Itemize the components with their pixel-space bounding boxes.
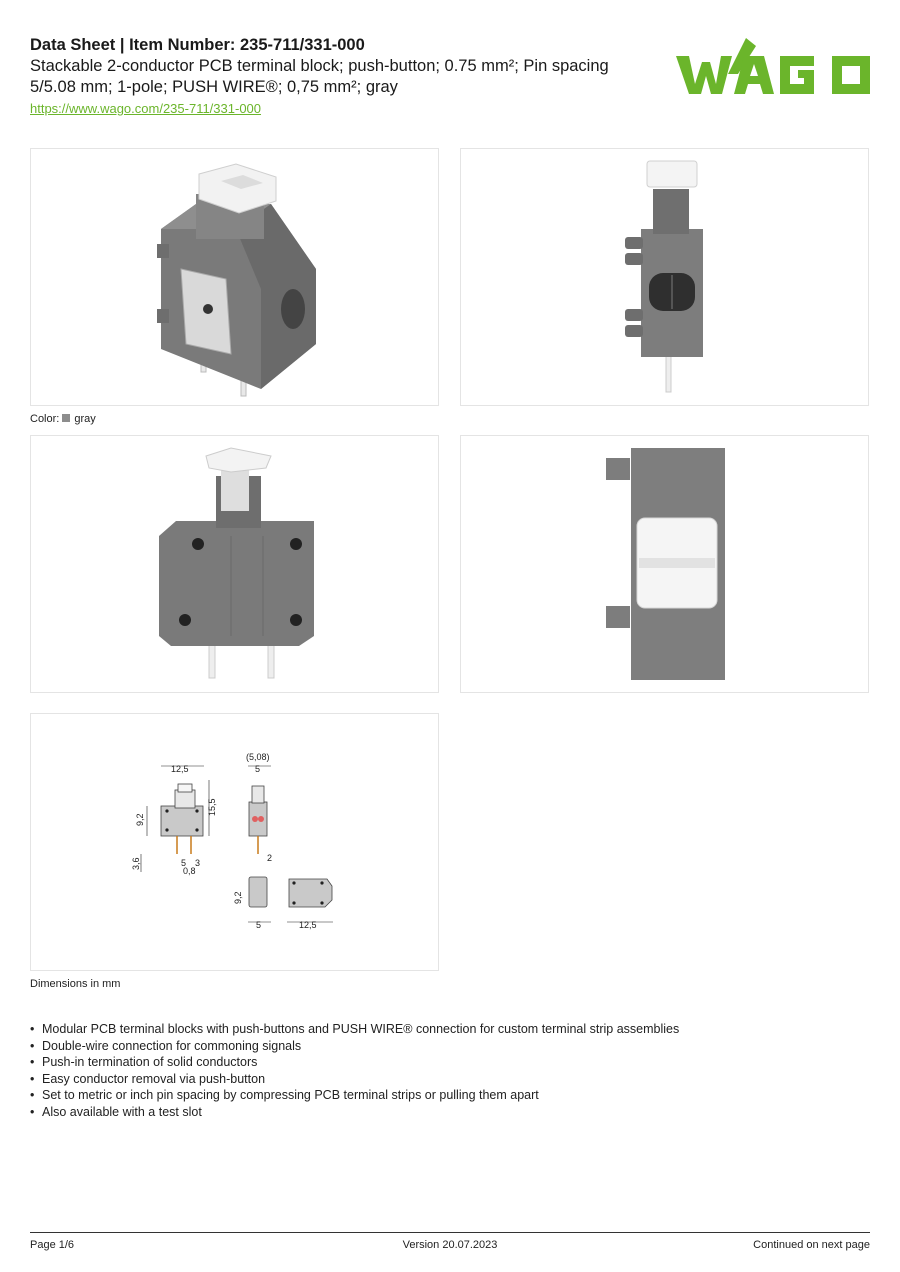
product-description: Stackable 2-conductor PCB terminal block; push-button; 0.75 mm²; Pin spacing 5/5.08 mm; 1-pole; PUSH WIRE®; 0,75 mm²; gray <box>30 57 609 96</box>
continued-label: Continued on next page <box>753 1239 870 1251</box>
dim-body-height-label: 9,2 <box>135 813 145 826</box>
dimensions-caption: Dimensions in mm <box>30 978 121 990</box>
dim-bottom-height-label: 9,2 <box>233 891 243 904</box>
feature-list <box>30 1021 679 1120</box>
color-value: gray <box>74 413 96 425</box>
product-link[interactable]: https://www.wago.com/235-711/331-000 <box>30 101 262 116</box>
feature-item: • Double-wire connection for commoning signals <box>30 1038 679 1055</box>
dim-width-label: 12,5 <box>171 764 189 774</box>
dim-pin-offset-label: 3 <box>195 858 201 868</box>
dim-bottom-length-label: 12,5 <box>299 920 317 930</box>
dim-height-label: 15,5 <box>207 798 217 816</box>
version-label: Version 20.07.2023 <box>402 1239 498 1251</box>
color-caption <box>30 413 96 425</box>
page-number: Page 1/6 <box>30 1239 75 1251</box>
dim-metric-spacing-label: 5 <box>255 764 261 774</box>
color-swatch <box>62 414 70 422</box>
dim-pin-width-label: 0,8 <box>183 866 196 876</box>
feature-item: • Modular PCB terminal blocks with push-buttons and PUSH WIRE® connection for custom terminal strip assemblies <box>30 1021 679 1038</box>
wago-logo <box>676 38 870 110</box>
dim-inch-spacing-label: (5,08) <box>246 752 270 762</box>
footer-divider <box>30 1232 870 1233</box>
dim-pin-spacing-label: 5 <box>181 858 187 868</box>
feature-item: • Easy conductor removal via push-button <box>30 1071 679 1088</box>
dimension-drawing <box>30 713 439 971</box>
page-title: Data Sheet | Item Number: 235-711/331-000 <box>30 36 365 54</box>
product-image-front <box>460 148 869 406</box>
dim-pin-thickness-label: 2 <box>267 853 273 863</box>
dim-bottom-width-label: 5 <box>256 920 262 930</box>
feature-item: • Set to metric or inch pin spacing by compressing PCB terminal strips or pulling them apart <box>30 1087 679 1104</box>
dim-pin-length-label: 3,6 <box>131 857 141 870</box>
feature-item: • Also available with a test slot <box>30 1104 679 1121</box>
product-image-isometric <box>30 148 439 406</box>
product-image-top <box>460 435 869 693</box>
product-image-side <box>30 435 439 693</box>
feature-item: • Push-in termination of solid conductors <box>30 1054 679 1071</box>
color-label: Color: <box>30 413 60 425</box>
